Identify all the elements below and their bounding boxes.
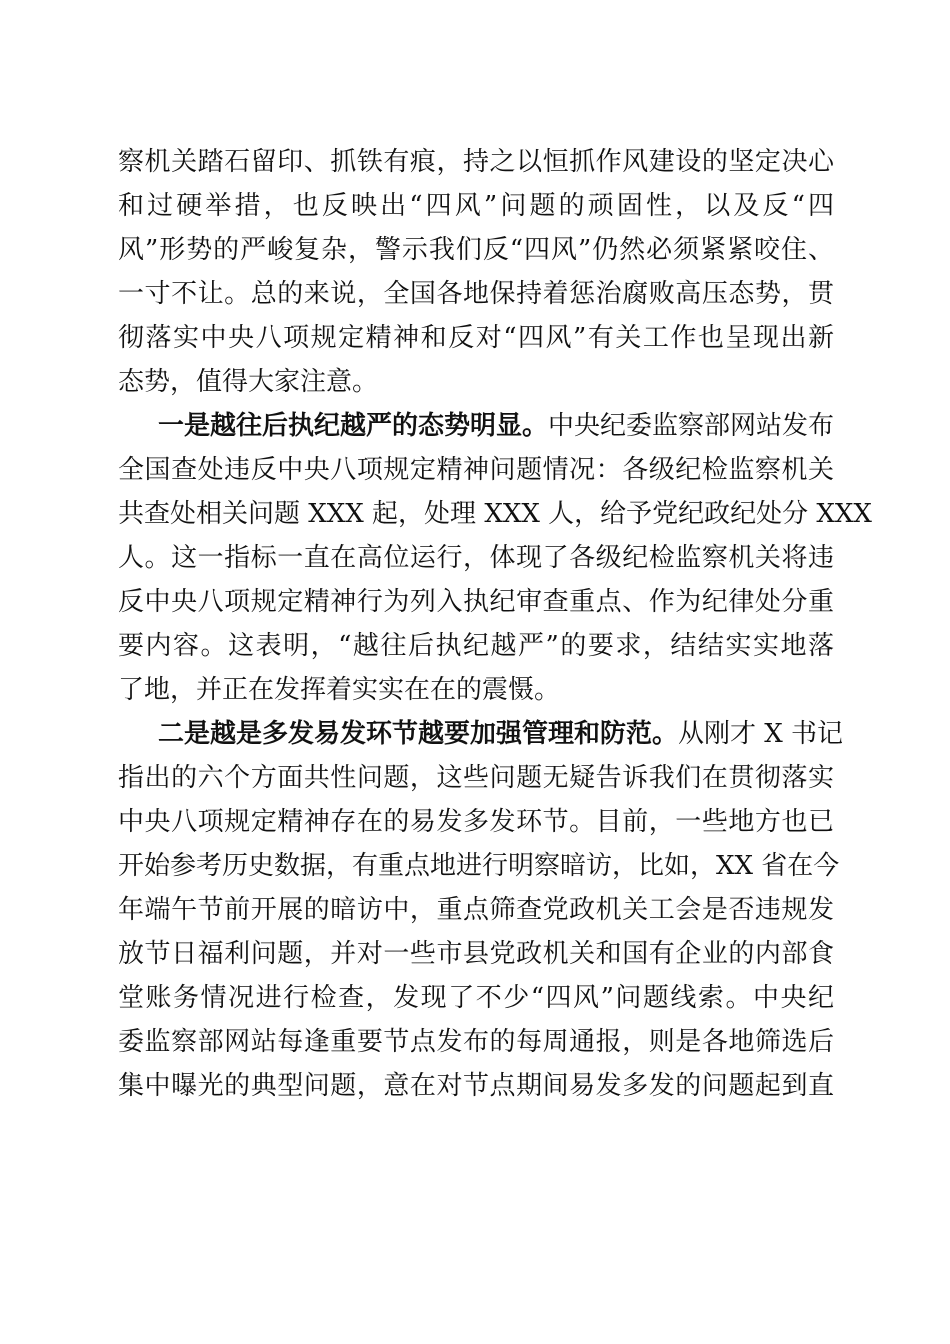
text-line: 风”形势的严峻复杂，警示我们反“四风”仍然必须紧紧咬住、 xyxy=(118,235,834,265)
text-line: 放节日福利问题，并对一些市县党政机关和国有企业的内部食 xyxy=(118,939,834,969)
text-line: 堂账务情况进行检查，发现了不少“四风”问题线索。中央纪 xyxy=(118,983,834,1013)
text-line: 指出的六个方面共性问题，这些问题无疑告诉我们在贯彻落实 xyxy=(118,763,834,793)
text-line: 要内容。这表明，“越往后执纪越严”的要求，结结实实地落 xyxy=(118,631,834,661)
text-line: 察机关踏石留印、抓铁有痕，持之以恒抓作风建设的坚定决心 xyxy=(118,147,834,177)
text-line xyxy=(118,712,844,756)
paragraph-heading: 二是越是多发易发环节越要加强管理和防范。 xyxy=(158,719,679,749)
text-line xyxy=(118,404,834,448)
paragraph-heading: 一是越往后执纪越严的态势明显。 xyxy=(158,411,549,441)
text-line: 了地，并正在发挥着实实在在的震慑。 xyxy=(118,675,561,705)
text-line: 全国查处违反中央八项规定精神问题情况：各级纪检监察机关 xyxy=(118,455,834,485)
text-run: 中央纪委监察部网站发布 xyxy=(548,411,835,441)
text-line: 人。这一指标一直在高位运行，体现了各级纪检监察机关将违 xyxy=(118,543,834,573)
text-line: 开始参考历史数据，有重点地进行明察暗访，比如，XX 省在今 xyxy=(118,851,840,881)
text-line: 反中央八项规定精神行为列入执纪审查重点、作为纪律处分重 xyxy=(118,587,834,617)
text-line: 中央八项规定精神存在的易发多发环节。目前，一些地方也已 xyxy=(118,807,834,837)
document-body xyxy=(118,140,872,1108)
text-run: 从刚才 X 书记 xyxy=(678,719,844,749)
text-line: 态势，值得大家注意。 xyxy=(118,367,379,397)
text-line: 年端午节前开展的暗访中，重点筛查党政机关工会是否违规发 xyxy=(118,895,834,925)
text-line: 委监察部网站每逢重要节点发布的每周通报，则是各地筛选后 xyxy=(118,1027,834,1057)
paragraph xyxy=(118,140,834,404)
text-line: 集中曝光的典型问题，意在对节点期间易发多发的问题起到直 xyxy=(118,1071,834,1101)
text-line: 共查处相关问题 XXX 起，处理 XXX 人，给予党纪政纪处分 XXX xyxy=(118,499,872,529)
text-line: 一寸不让。总的来说，全国各地保持着惩治腐败高压态势，贯 xyxy=(118,279,834,309)
text-line: 彻落实中央八项规定精神和反对“四风”有关工作也呈现出新 xyxy=(118,323,834,353)
paragraph xyxy=(118,404,872,712)
text-line: 和过硬举措，也反映出“四风”问题的顽固性，以及反“四 xyxy=(118,191,834,221)
paragraph xyxy=(118,712,844,1108)
